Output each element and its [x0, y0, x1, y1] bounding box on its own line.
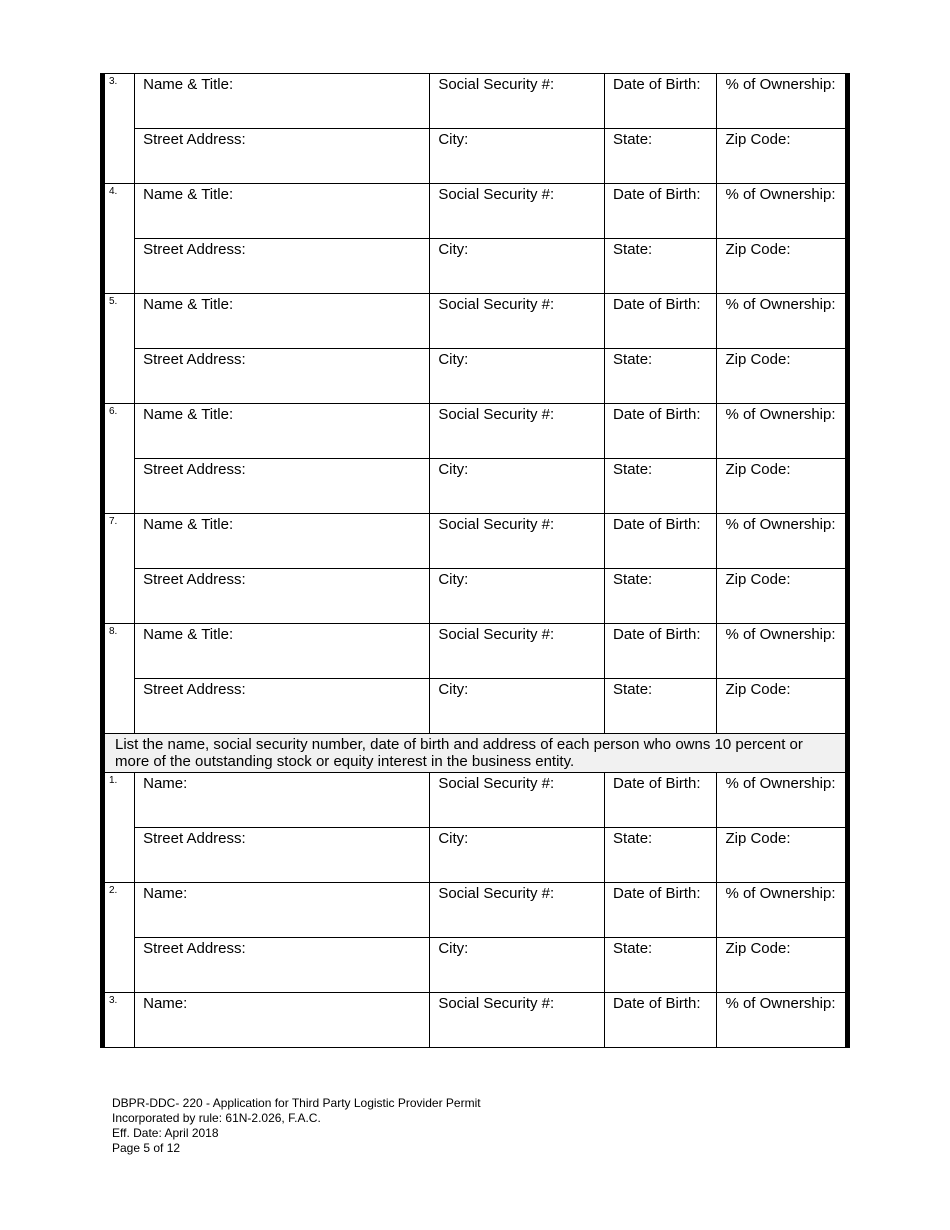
name-field[interactable]: Name & Title: [135, 404, 430, 459]
entry-row-identity [103, 184, 848, 239]
ownership-field[interactable]: % of Ownership: [717, 184, 848, 239]
entry-number: 1. [103, 773, 135, 883]
zip-code-field[interactable]: Zip Code: [717, 349, 848, 404]
state-field[interactable]: State: [605, 129, 717, 184]
entry-row-identity [103, 514, 848, 569]
city-field[interactable]: City: [430, 239, 605, 294]
name-field[interactable]: Name & Title: [135, 624, 430, 679]
zip-code-field[interactable]: Zip Code: [717, 938, 848, 993]
ownership-field[interactable]: % of Ownership: [717, 883, 848, 938]
street-address-field[interactable]: Street Address: [135, 828, 430, 883]
name-field[interactable]: Name & Title: [135, 514, 430, 569]
entry-row-identity [103, 294, 848, 349]
entry-number: 2. [103, 883, 135, 993]
state-field[interactable]: State: [605, 938, 717, 993]
ssn-field[interactable]: Social Security #: [430, 624, 605, 679]
officers-section [103, 74, 848, 734]
entry-row-identity [103, 74, 848, 129]
ssn-field[interactable]: Social Security #: [430, 404, 605, 459]
name-field[interactable]: Name: [135, 883, 430, 938]
state-field[interactable]: State: [605, 459, 717, 514]
city-field[interactable]: City: [430, 679, 605, 734]
entry-number: 6. [103, 404, 135, 514]
dob-field[interactable]: Date of Birth: [605, 883, 717, 938]
name-field[interactable]: Name: [135, 993, 430, 1048]
footer-effective-date: Eff. Date: April 2018 [112, 1126, 219, 1140]
ownership-field[interactable]: % of Ownership: [717, 624, 848, 679]
entry-number: 4. [103, 184, 135, 294]
entry-number: 7. [103, 514, 135, 624]
city-field[interactable]: City: [430, 459, 605, 514]
city-field[interactable]: City: [430, 569, 605, 624]
dob-field[interactable]: Date of Birth: [605, 294, 717, 349]
dob-field[interactable]: Date of Birth: [605, 514, 717, 569]
street-address-field[interactable]: Street Address: [135, 679, 430, 734]
entry-number: 5. [103, 294, 135, 404]
ownership-field[interactable]: % of Ownership: [717, 294, 848, 349]
zip-code-field[interactable]: Zip Code: [717, 239, 848, 294]
entry-row-address [103, 239, 848, 294]
entry-number: 3. [103, 74, 135, 184]
footer-form-title: DBPR-DDC- 220 - Application for Third Party Logistic Provider Permit [112, 1096, 481, 1110]
ssn-field[interactable]: Social Security #: [430, 773, 605, 828]
entry-row-identity [103, 993, 848, 1048]
entry-row-address [103, 459, 848, 514]
street-address-field[interactable]: Street Address: [135, 349, 430, 404]
ownership-form-table [100, 73, 850, 1048]
entry-row-address [103, 938, 848, 993]
zip-code-field[interactable]: Zip Code: [717, 679, 848, 734]
name-field[interactable]: Name & Title: [135, 74, 430, 129]
entry-row-address [103, 129, 848, 184]
dob-field[interactable]: Date of Birth: [605, 773, 717, 828]
city-field[interactable]: City: [430, 349, 605, 404]
street-address-field[interactable]: Street Address: [135, 129, 430, 184]
ownership-field[interactable]: % of Ownership: [717, 773, 848, 828]
entry-row-address [103, 349, 848, 404]
entry-number: 8. [103, 624, 135, 734]
instructions-section [103, 734, 848, 773]
entry-row-identity [103, 624, 848, 679]
entry-row-address [103, 828, 848, 883]
state-field[interactable]: State: [605, 569, 717, 624]
city-field[interactable]: City: [430, 828, 605, 883]
instructions-text: List the name, social security number, date of birth and address of each person who owns 10 percent or more of the outstanding stock or equity interest in the business entity. [103, 734, 848, 773]
street-address-field[interactable]: Street Address: [135, 459, 430, 514]
ssn-field[interactable]: Social Security #: [430, 294, 605, 349]
zip-code-field[interactable]: Zip Code: [717, 129, 848, 184]
city-field[interactable]: City: [430, 129, 605, 184]
name-field[interactable]: Name & Title: [135, 184, 430, 239]
zip-code-field[interactable]: Zip Code: [717, 459, 848, 514]
zip-code-field[interactable]: Zip Code: [717, 569, 848, 624]
ownership-field[interactable]: % of Ownership: [717, 404, 848, 459]
zip-code-field[interactable]: Zip Code: [717, 828, 848, 883]
entry-number: 3. [103, 993, 135, 1048]
ownership-field[interactable]: % of Ownership: [717, 74, 848, 129]
entry-row-identity [103, 773, 848, 828]
ssn-field[interactable]: Social Security #: [430, 993, 605, 1048]
footer-rule: Incorporated by rule: 61N-2.026, F.A.C. [112, 1111, 321, 1125]
form-footer [112, 1096, 481, 1156]
ssn-field[interactable]: Social Security #: [430, 514, 605, 569]
state-field[interactable]: State: [605, 828, 717, 883]
state-field[interactable]: State: [605, 349, 717, 404]
ssn-field[interactable]: Social Security #: [430, 883, 605, 938]
city-field[interactable]: City: [430, 938, 605, 993]
entry-row-address [103, 569, 848, 624]
dob-field[interactable]: Date of Birth: [605, 74, 717, 129]
name-field[interactable]: Name: [135, 773, 430, 828]
state-field[interactable]: State: [605, 239, 717, 294]
owners-section [103, 773, 848, 1048]
dob-field[interactable]: Date of Birth: [605, 624, 717, 679]
dob-field[interactable]: Date of Birth: [605, 993, 717, 1048]
street-address-field[interactable]: Street Address: [135, 239, 430, 294]
ssn-field[interactable]: Social Security #: [430, 184, 605, 239]
street-address-field[interactable]: Street Address: [135, 938, 430, 993]
state-field[interactable]: State: [605, 679, 717, 734]
dob-field[interactable]: Date of Birth: [605, 184, 717, 239]
entry-row-identity [103, 883, 848, 938]
ownership-field[interactable]: % of Ownership: [717, 514, 848, 569]
entry-row-identity [103, 404, 848, 459]
entry-row-address [103, 679, 848, 734]
ownership-field[interactable]: % of Ownership: [717, 993, 848, 1048]
name-field[interactable]: Name & Title: [135, 294, 430, 349]
footer-page-number: Page 5 of 12 [112, 1141, 181, 1155]
street-address-field[interactable]: Street Address: [135, 569, 430, 624]
dob-field[interactable]: Date of Birth: [605, 404, 717, 459]
ssn-field[interactable]: Social Security #: [430, 74, 605, 129]
